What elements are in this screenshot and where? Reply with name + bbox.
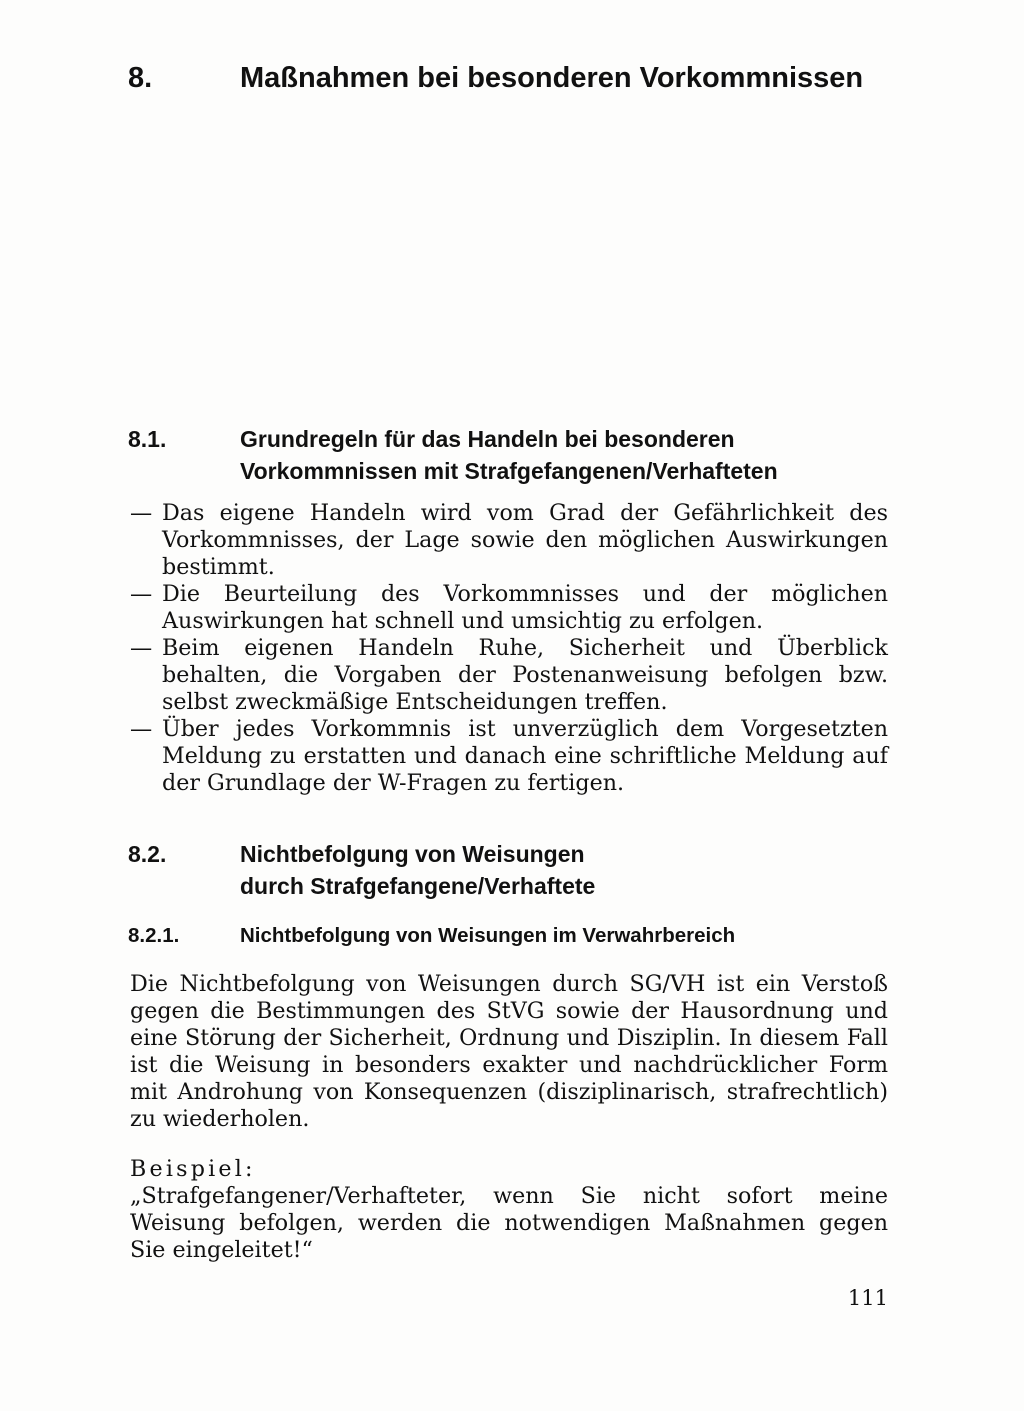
section-title-line-1: Grundregeln für das Handeln bei besonderen xyxy=(240,426,735,452)
rules-list xyxy=(130,500,888,797)
list-item-text: Über jedes Vorkommnis ist unverzüglich dem Vorgesetzten Meldung zu erstatten und danach eine schriftliche Meldung auf der Grundlage der W-Fragen zu fertigen. xyxy=(162,716,888,796)
body-paragraph: Die Nichtbefolgung von Weisungen durch SG/VH ist ein Verstoß gegen die Bestimmungen des StVG sowie der Hausordnung und eine Störung der Sicherheit, Ordnung und Disziplin. In diesem Fall ist die Weisung in besonders exakter und nachdrücklicher Form mit Androhung von Konsequenzen (disziplinarisch, strafrechtlich) zu wiederholen. xyxy=(130,971,888,1132)
page-number: 111 xyxy=(847,1286,888,1310)
list-item-text: Die Beurteilung des Vorkommnisses und der möglichen Auswirkungen hat schnell und umsichtig zu erfolgen. xyxy=(162,581,888,634)
bullet-dash: — xyxy=(130,581,153,607)
example-quote: „Strafgefangener/Verhafteter, wenn Sie nicht sofort meine Weisung befolgen, werden die notwendigen Maßnahmen gegen Sie eingeleitet!“ xyxy=(130,1183,888,1263)
subsection-title: Nichtbefolgung von Weisungen im Verwahrbereich xyxy=(240,924,736,947)
list-item xyxy=(130,500,888,581)
section-title-line-1: Nichtbefolgung von Weisungen xyxy=(240,841,585,867)
section-number: 8.2. xyxy=(128,841,167,867)
bullet-dash: — xyxy=(130,635,153,661)
section-title-line-2: Vorkommnissen mit Strafgefangenen/Verhafteten xyxy=(240,458,778,484)
chapter-title: Maßnahmen bei besonderen Vorkommnissen xyxy=(240,62,864,94)
list-item xyxy=(130,635,888,716)
section-number: 8.1. xyxy=(128,426,167,452)
example-label: Beispiel: xyxy=(130,1156,256,1182)
list-item xyxy=(130,581,888,635)
bullet-dash: — xyxy=(130,716,153,742)
chapter-number: 8. xyxy=(128,62,153,94)
list-item xyxy=(130,716,888,797)
list-item-text: Beim eigenen Handeln Ruhe, Sicherheit und Überblick behalten, die Vorgaben der Postenanweisung befolgen bzw. selbst zweckmäßige Entscheidungen treffen. xyxy=(162,635,888,715)
section-title-line-2: durch Strafgefangene/Verhaftete xyxy=(240,873,596,899)
subsection-number: 8.2.1. xyxy=(128,924,180,947)
bullet-dash: — xyxy=(130,500,153,526)
list-item-text: Das eigene Handeln wird vom Grad der Gefährlichkeit des Vorkommnisses, der Lage sowie den möglichen Auswirkungen bestimmt. xyxy=(162,500,888,580)
